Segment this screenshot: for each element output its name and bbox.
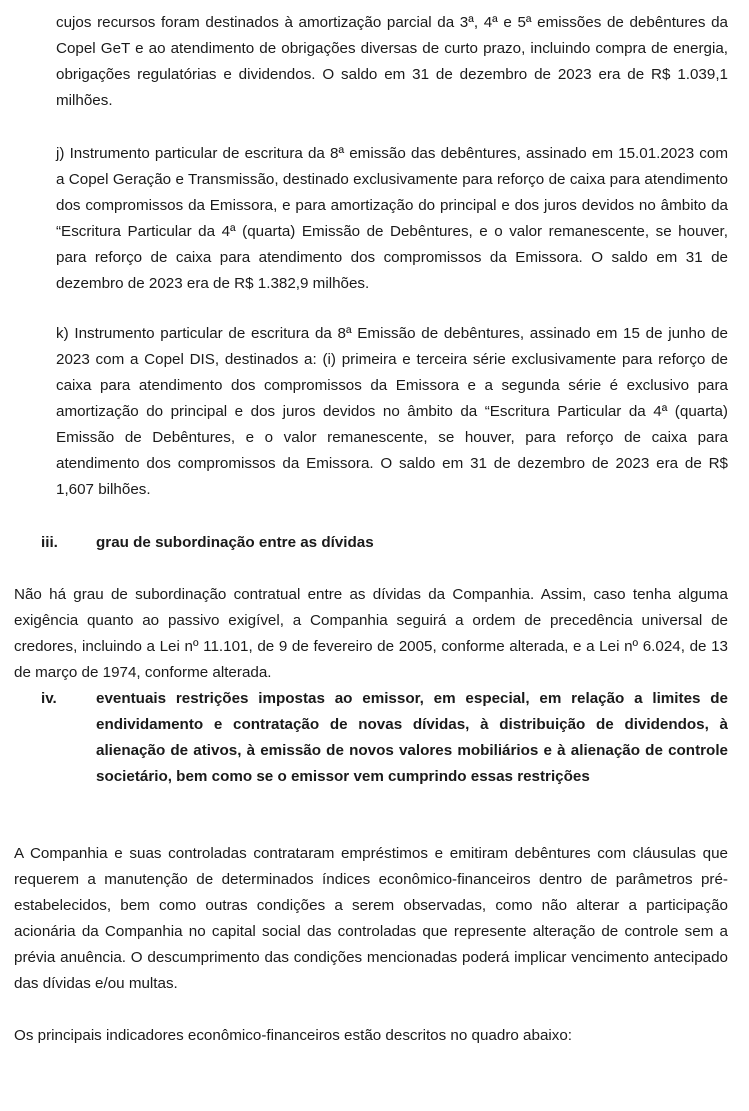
paragraph-indicators-intro: Os principais indicadores econômico-financeiros estão descritos no quadro abaixo:: [14, 1027, 573, 1044]
paragraph-subordination: Não há grau de subordinação contratual entre as dívidas da Companhia. Assim, caso tenha alguma exigência quanto ao passivo exigível, a Companhia seguirá a ordem de precedência universal de credores, incluindo a Lei nº 11.101, de 9 de fevereiro de 2005, conforme alterada, e a Lei nº 6.024, de 13 de março de 1974, conforme alterada.: [14, 586, 728, 681]
paragraph-debentures-continuation: cujos recursos foram destinados à amortização parcial da 3ª, 4ª e 5ª emissões de debêntures da Copel GeT e ao atendimento de obrigações diversas de curto prazo, incluindo compra de energia, obrigações regulatórias e dividendos. O saldo em 31 de dezembro de 2023 era de R$ 1.039,1 milhões.: [56, 14, 728, 109]
paragraph-item-j: j) Instrumento particular de escritura da 8ª emissão das debêntures, assinado em 15.01.2023 com a Copel Geração e Transmissão, destinado exclusivamente para reforço de caixa para atendimento dos compromissos da Emissora, e para amortização do principal e dos juros devidos no âmbito da “Escritura Particular da 4ª (quarta) Emissão de Debêntures, e o valor remanescente, se houver, para reforço de caixa para atendimento dos compromissos da Emissora. O saldo em 31 de dezembro de 2023 era de R$ 1.382,9 milhões.: [56, 145, 728, 292]
paragraph-covenants: A Companhia e suas controladas contrataram empréstimos e emitiram debêntures com cláusulas que requerem a manutenção de determinados índices econômico-financeiros dentro de parâmetros pré-estabelecidos, bem como outras condições a serem observadas, como não alterar a participação acionária da Companhia no capital social das controladas que represente alteração de controle sem a prévia anuência. O descumprimento das condições mencionadas poderá implicar vencimento antecipado das dívidas e/ou multas.: [14, 845, 728, 992]
section-number-iv: iv.: [41, 690, 57, 707]
section-number-iii: iii.: [41, 534, 58, 551]
section-title-iii: grau de subordinação entre as dívidas: [96, 534, 374, 551]
paragraph-item-k: k) Instrumento particular de escritura da 8ª Emissão de debêntures, assinado em 15 de junho de 2023 com a Copel DIS, destinados a: (i) primeira e terceira série exclusivamente para reforço de caixa para atendimento dos compromissos da Emissora e a segunda série é exclusivo para amortização do principal e dos juros devidos no âmbito da “Escritura Particular da 4ª (quarta) Emissão de Debêntures, e o valor remanescente, se houver, para reforço de caixa para atendimento dos compromissos da Emissora. O saldo em 31 de dezembro de 2023 era de R$ 1,607 bilhões.: [56, 325, 728, 498]
section-title-iv: eventuais restrições impostas ao emissor, em especial, em relação a limites de endividamento e contratação de novas dívidas, à distribuição de dividendos, à alienação de ativos, à emissão de novos valores mobiliários e à alienação de controle societário, bem como se o emissor vem cumprindo essas restrições: [96, 690, 728, 785]
